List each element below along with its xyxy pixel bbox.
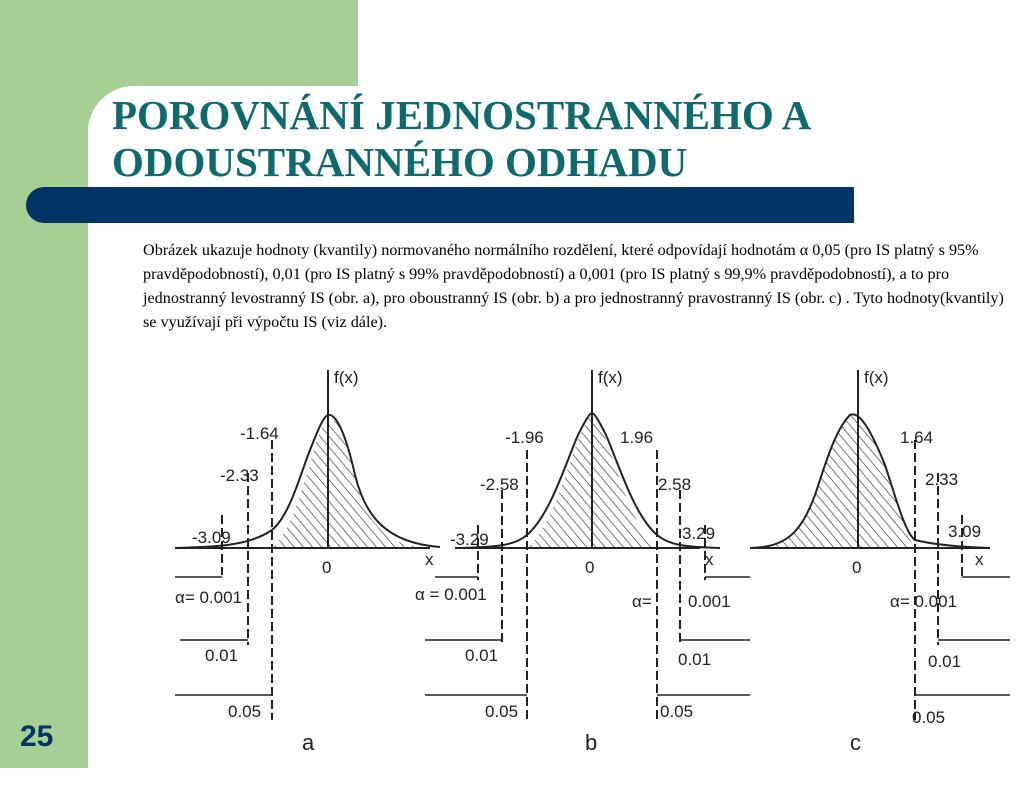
panel-c-zero-label: 0 [852, 558, 862, 577]
panel-b-l3-label: -3.29 [450, 530, 489, 549]
slide-body-text: Obrázek ukazuje hodnoty (kvantily) normovaného normálního rozdělení, které odpovídají hodnotám α 0,05 (pro IS platný s 95% pravděpodobností), 0,01 (pro IS platný s 99% pravděpodobností) a 0,001 (pro IS platný s 99,9% pravděpodobností), a to pro jednostranný levostranný IS (obr. a), pro oboustranný IS (obr. b) a pro jednostranný pravostranný IS (obr. c) . Tyto hodnoty(kvantily) se využívají při výpočtu IS (viz dále). [143, 241, 1004, 331]
panel-b-aL3-label: 0.05 [485, 702, 519, 721]
panel-b-aR3-label: 0.05 [660, 702, 694, 721]
panel-b-x-label: x [705, 550, 714, 569]
panel-a-q3-label: -3.09 [192, 528, 231, 547]
panel-b-alphaL-label: α = 0.001 [415, 585, 487, 604]
title-divider-bar [26, 187, 854, 223]
slide-title [112, 92, 972, 186]
panel-b-l2-label: -2.58 [480, 475, 519, 494]
panel-b-letter: b [585, 730, 598, 755]
panel-b [415, 368, 750, 755]
panel-a-a3-label: 0.05 [228, 702, 262, 721]
panel-a-zero-label: 0 [322, 558, 332, 577]
panel-c-q1-label: 1.64 [900, 428, 934, 447]
panel-b-r2-label: 2.58 [658, 475, 692, 494]
panel-a-hatched-area [272, 420, 430, 548]
panel-b-aR1-label: 0.001 [688, 592, 731, 611]
panel-c-a2-label: 0.01 [928, 652, 962, 671]
panel-a-q1-label: -1.64 [240, 424, 279, 443]
panel-a-a2-label: 0.01 [205, 646, 239, 665]
panel-c-a3-label: 0.05 [912, 708, 946, 727]
panel-a-x-label: x [425, 550, 434, 569]
panel-c-q2-label: 2.33 [925, 470, 959, 489]
panel-b-alphaR-label: α= [632, 592, 652, 611]
normal-distribution-figure [160, 355, 1024, 768]
panel-c-alpha-label: α= 0.001 [890, 592, 958, 611]
panel-b-l1-label: -1.96 [505, 428, 544, 447]
panel-a-fx-label: f(x) [334, 368, 359, 387]
panel-a-q2-label: -2.33 [220, 466, 259, 485]
panel-c [750, 368, 1010, 755]
slide-title-line-1: POROVNÁNÍ JEDNOSTRANNÉHO A [112, 92, 812, 138]
panel-c-letter: c [850, 730, 861, 755]
slide-number: 25 [20, 720, 54, 753]
panel-b-r3-label: 3.29 [682, 524, 716, 543]
panel-b-aL2-label: 0.01 [465, 646, 499, 665]
panel-a [175, 368, 440, 755]
panel-c-fx-label: f(x) [864, 368, 889, 387]
panel-c-x-label: x [975, 550, 984, 569]
panel-b-zero-label: 0 [585, 558, 595, 577]
panel-b-aR2-label: 0.01 [678, 650, 712, 669]
panel-b-r1-label: 1.96 [620, 428, 654, 447]
panel-a-alpha-label: α= 0.001 [175, 588, 243, 607]
panel-a-letter: a [302, 730, 315, 755]
panel-c-q3-label: 3.09 [948, 522, 982, 541]
slide-title-line-2: ODOUSTRANNÉHO ODHADU [112, 139, 688, 185]
panel-b-fx-label: f(x) [598, 368, 623, 387]
